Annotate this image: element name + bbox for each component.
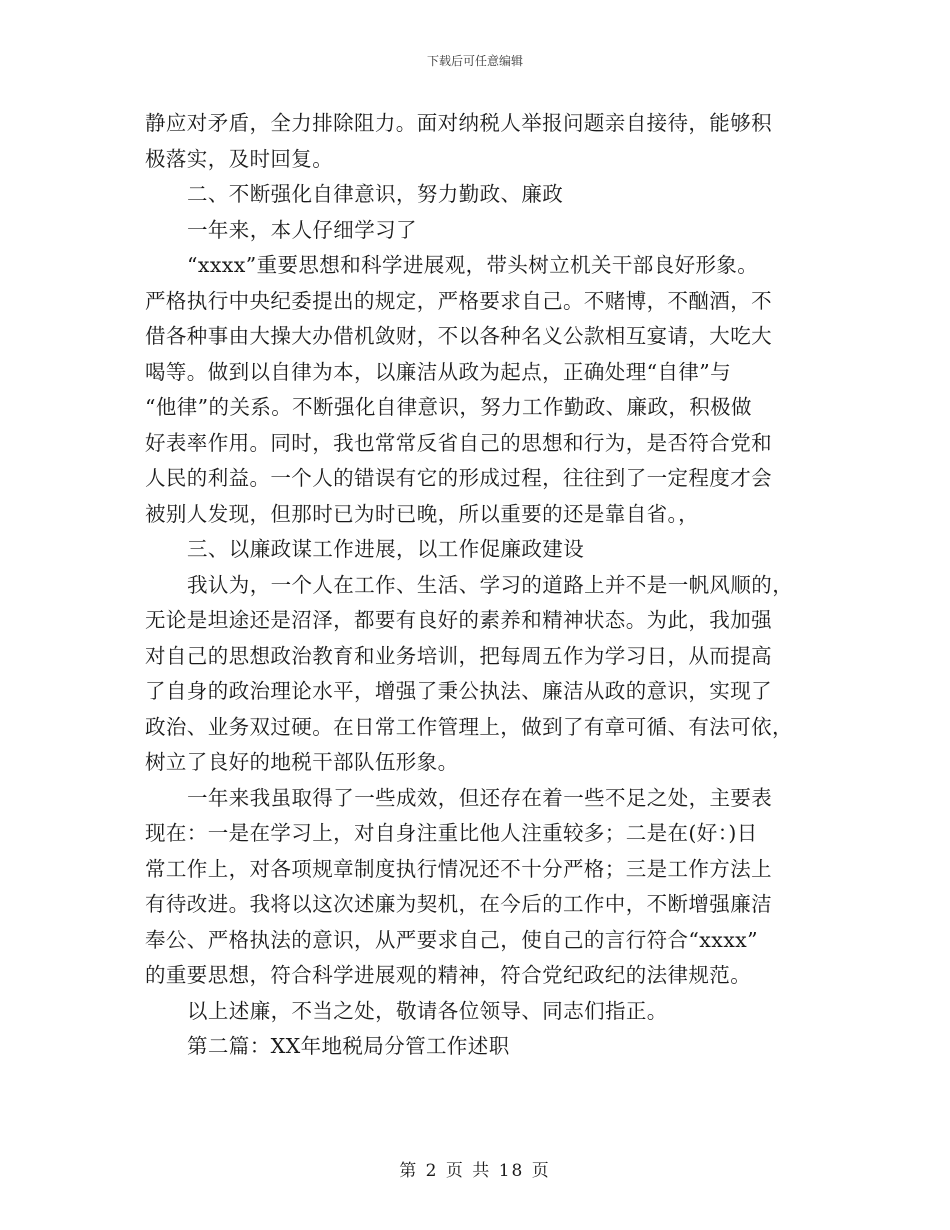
text-line: 对自己的思想政治教育和业务培训，把每周五作为学习日，从而提高: [145, 643, 772, 668]
text-line: 三、以廉政谋工作进展，以工作促廉政建设: [187, 537, 585, 561]
text-line: 二、不断强化自律意识，努力勤政、廉政: [187, 182, 564, 206]
text-line: 树立了良好的地税干部队伍形象。: [145, 750, 459, 774]
text-line: 了自身的政治理论水平，增强了秉公执法、廉洁从政的意识，实现了: [145, 679, 772, 703]
document-body: [145, 106, 810, 1065]
text-line: “xxxx”重要思想和科学进展观，带头树立机关干部良好形象。: [187, 253, 759, 277]
page-footer: 第 2 页 共 18 页: [399, 1161, 551, 1181]
text-line: 奉公、严格执法的意识，从严要求自己，使自己的言行符合“xxxx”: [145, 927, 759, 952]
text-line: 极落实，及时回复。: [145, 146, 334, 171]
text-line: 的重要思想，符合科学进展观的精神，符合党纪政纪的法律规范。: [145, 963, 752, 987]
text-line: 静应对矛盾，全力排除阻力。面对纳税人举报问题亲自接待，能够积: [145, 111, 772, 135]
text-line: 常工作上，对各项规章制度执行情况还不十分严格；三是工作方法上: [145, 856, 772, 881]
text-line: 好表率作用。同时，我也常常反省自己的思想和行为，是否符合党和: [145, 430, 772, 455]
text-line: 被别人发现，但那时已为时已晚，所以重要的还是靠自省。，: [145, 501, 700, 526]
text-line: 无论是坦途还是沼泽，都要有良好的素养和精神状态。为此，我加强: [145, 608, 772, 632]
text-line: 政治、业务双过硬。在日常工作管理上，做到了有章可循、有法可依，: [145, 714, 793, 739]
text-line: 一年来我虽取得了一些成效，但还存在着一些不足之处，主要表: [187, 785, 773, 810]
text-line: 一年来，本人仔细学习了: [187, 217, 417, 242]
text-line: 第二篇：XX年地税局分管工作述职: [187, 1034, 510, 1058]
text-line: 严格执行中央纪委提出的规定，严格要求自己。不赌博，不酗酒，不: [145, 288, 772, 313]
text-line: 以上述廉，不当之处，敬请各位领导、同志们指正。: [187, 998, 668, 1023]
text-line: 喝等。做到以自律为本，以廉洁从政为起点，正确处理“自律”与: [145, 359, 732, 384]
text-line: 人民的利益。一个人的错误有它的形成过程，往往到了一定程度才会: [145, 466, 772, 490]
text-line: 现在：一是在学习上，对自身注重比他人注重较多；二是在(好：)日: [145, 821, 758, 845]
text-line: 借各种事由大操大办借机敛财，不以各种名义公款相互宴请，大吃大: [145, 324, 772, 348]
text-line: “他律”的关系。不断强化自律意识，努力工作勤政、廉政，积极做: [145, 395, 752, 419]
text-line: 我认为，一个人在工作、生活、学习的道路上并不是一帆风顺的，: [187, 572, 794, 597]
text-line: 有待改进。我将以这次述廉为契机，在今后的工作中，不断增强廉洁: [145, 892, 772, 916]
page-header: 下载后可任意编辑: [426, 54, 523, 68]
